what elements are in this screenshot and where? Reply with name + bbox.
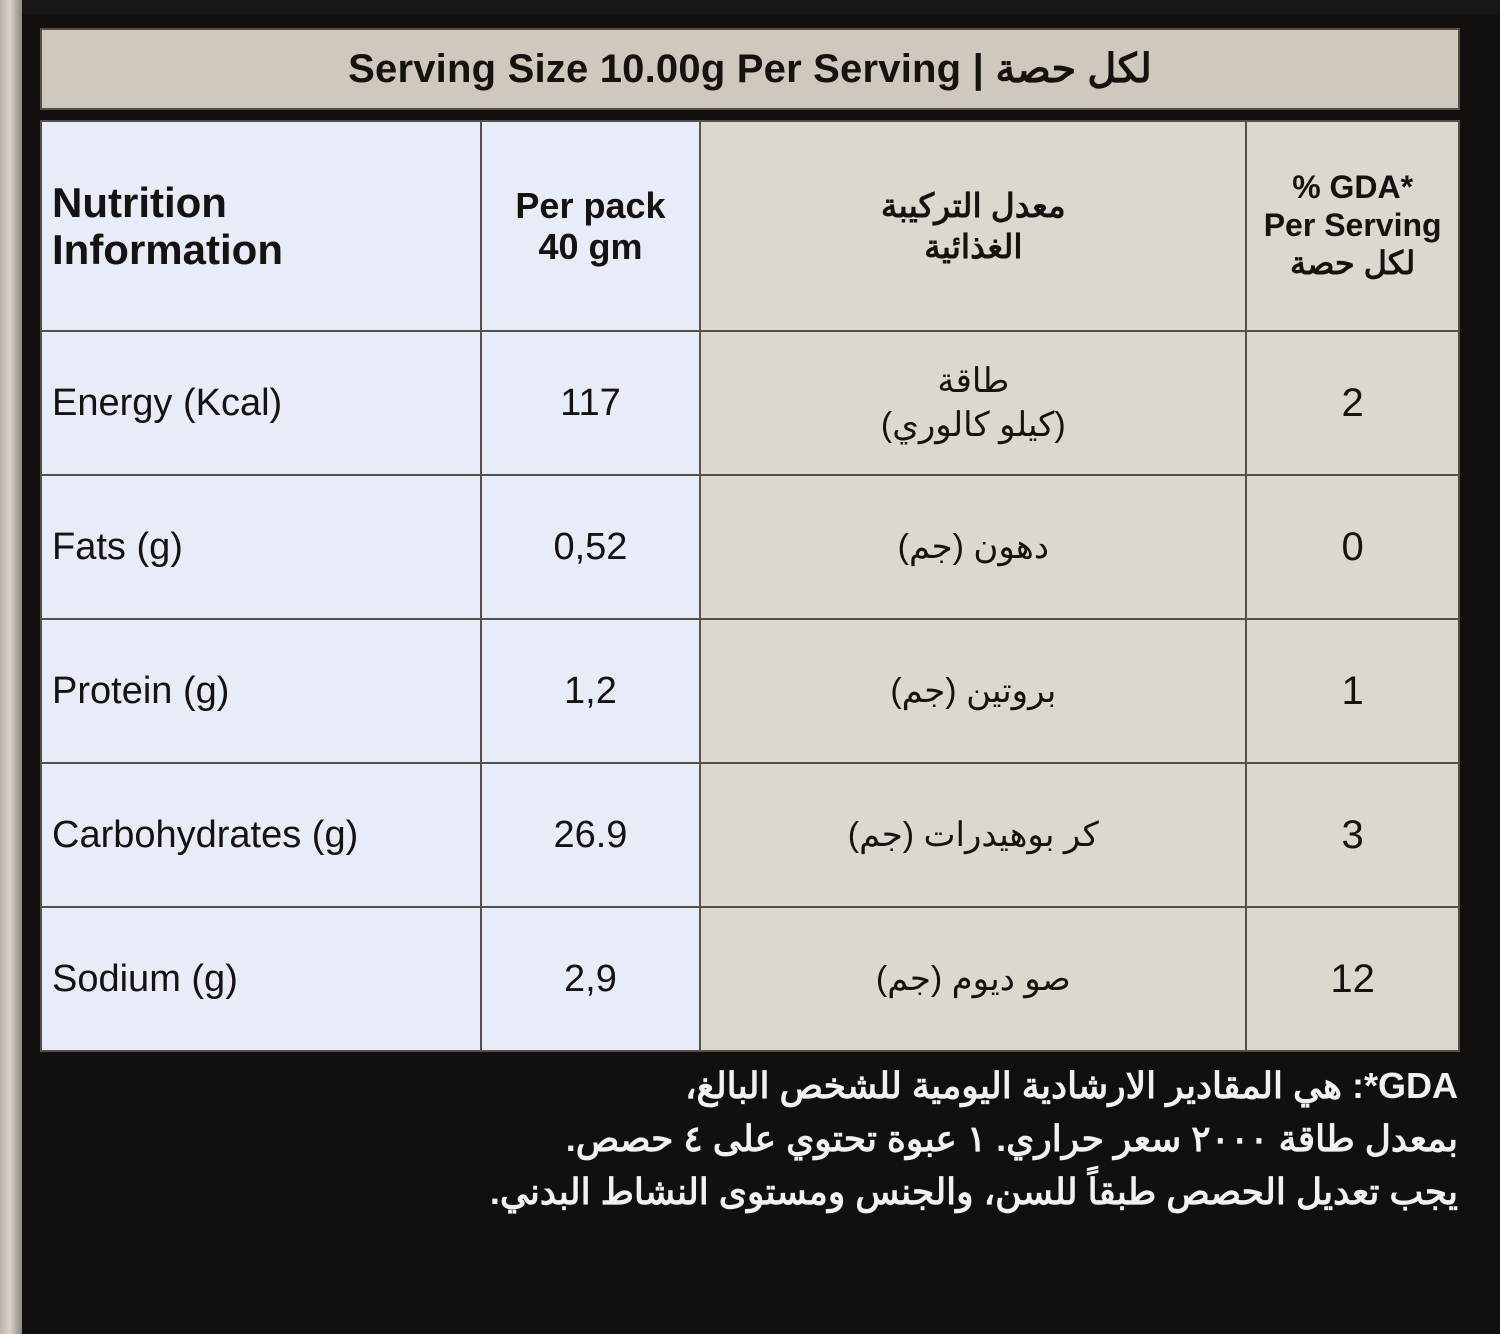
table-row <box>41 763 1459 907</box>
table-row <box>41 331 1459 475</box>
package-top-strip <box>22 0 1500 14</box>
row-fats-arabic: دهون (جم) <box>700 475 1246 619</box>
nutrition-table <box>40 120 1460 1052</box>
table-header-row <box>41 121 1459 331</box>
row-energy-gda: 2 <box>1246 331 1459 475</box>
table-row <box>41 619 1459 763</box>
row-protein-arabic: بروتين (جم) <box>700 619 1246 763</box>
row-sodium-name: Sodium (g) <box>41 907 481 1051</box>
serving-size-banner <box>40 28 1460 110</box>
nutrition-label-block <box>22 14 1478 1040</box>
row-fats-gda: 0 <box>1246 475 1459 619</box>
row-fats-name: Fats (g) <box>41 475 481 619</box>
row-fats-per-pack: 0,52 <box>481 475 701 619</box>
row-carbohydrates-arabic: كر بوهيدرات (جم) <box>700 763 1246 907</box>
row-protein-per-pack: 1,2 <box>481 619 701 763</box>
footnote-line-2: بمعدل طاقة ٢٠٠٠ سعر حراري. ١ عبوة تحتوي على ٤ حصص. <box>565 1118 1458 1160</box>
header-arabic-composition: معدل التركيبة الغذائية <box>700 121 1246 331</box>
row-carbohydrates-per-pack: 26.9 <box>481 763 701 907</box>
row-sodium-arabic: صو ديوم (جم) <box>700 907 1246 1051</box>
row-energy-per-pack: 117 <box>481 331 701 475</box>
row-energy-arabic: طاقة (كيلو كالوري) <box>700 331 1246 475</box>
table-row <box>41 907 1459 1051</box>
header-per-pack: Per pack 40 gm <box>481 121 701 331</box>
gda-footnote <box>40 1060 1470 1219</box>
row-sodium-gda: 12 <box>1246 907 1459 1051</box>
footnote-line-3: يجب تعديل الحصص طبقاً للسن، والجنس ومستوى النشاط البدني. <box>489 1171 1458 1213</box>
row-sodium-per-pack: 2,9 <box>481 907 701 1051</box>
serving-size-text: Serving Size 10.00g Per Serving | لكل حصة <box>348 47 1152 91</box>
package-edge-strip <box>0 0 22 1334</box>
footnote-line-1: GDA*: هي المقادير الارشادية اليومية للشخص البالغ، <box>684 1065 1458 1106</box>
header-gda-per-serving: % GDA* Per Serving لكل حصة <box>1246 121 1459 331</box>
header-nutrition-information: Nutrition Information <box>41 121 481 331</box>
row-protein-name: Protein (g) <box>41 619 481 763</box>
row-protein-gda: 1 <box>1246 619 1459 763</box>
table-row <box>41 475 1459 619</box>
row-energy-name: Energy (Kcal) <box>41 331 481 475</box>
row-carbohydrates-gda: 3 <box>1246 763 1459 907</box>
row-carbohydrates-name: Carbohydrates (g) <box>41 763 481 907</box>
